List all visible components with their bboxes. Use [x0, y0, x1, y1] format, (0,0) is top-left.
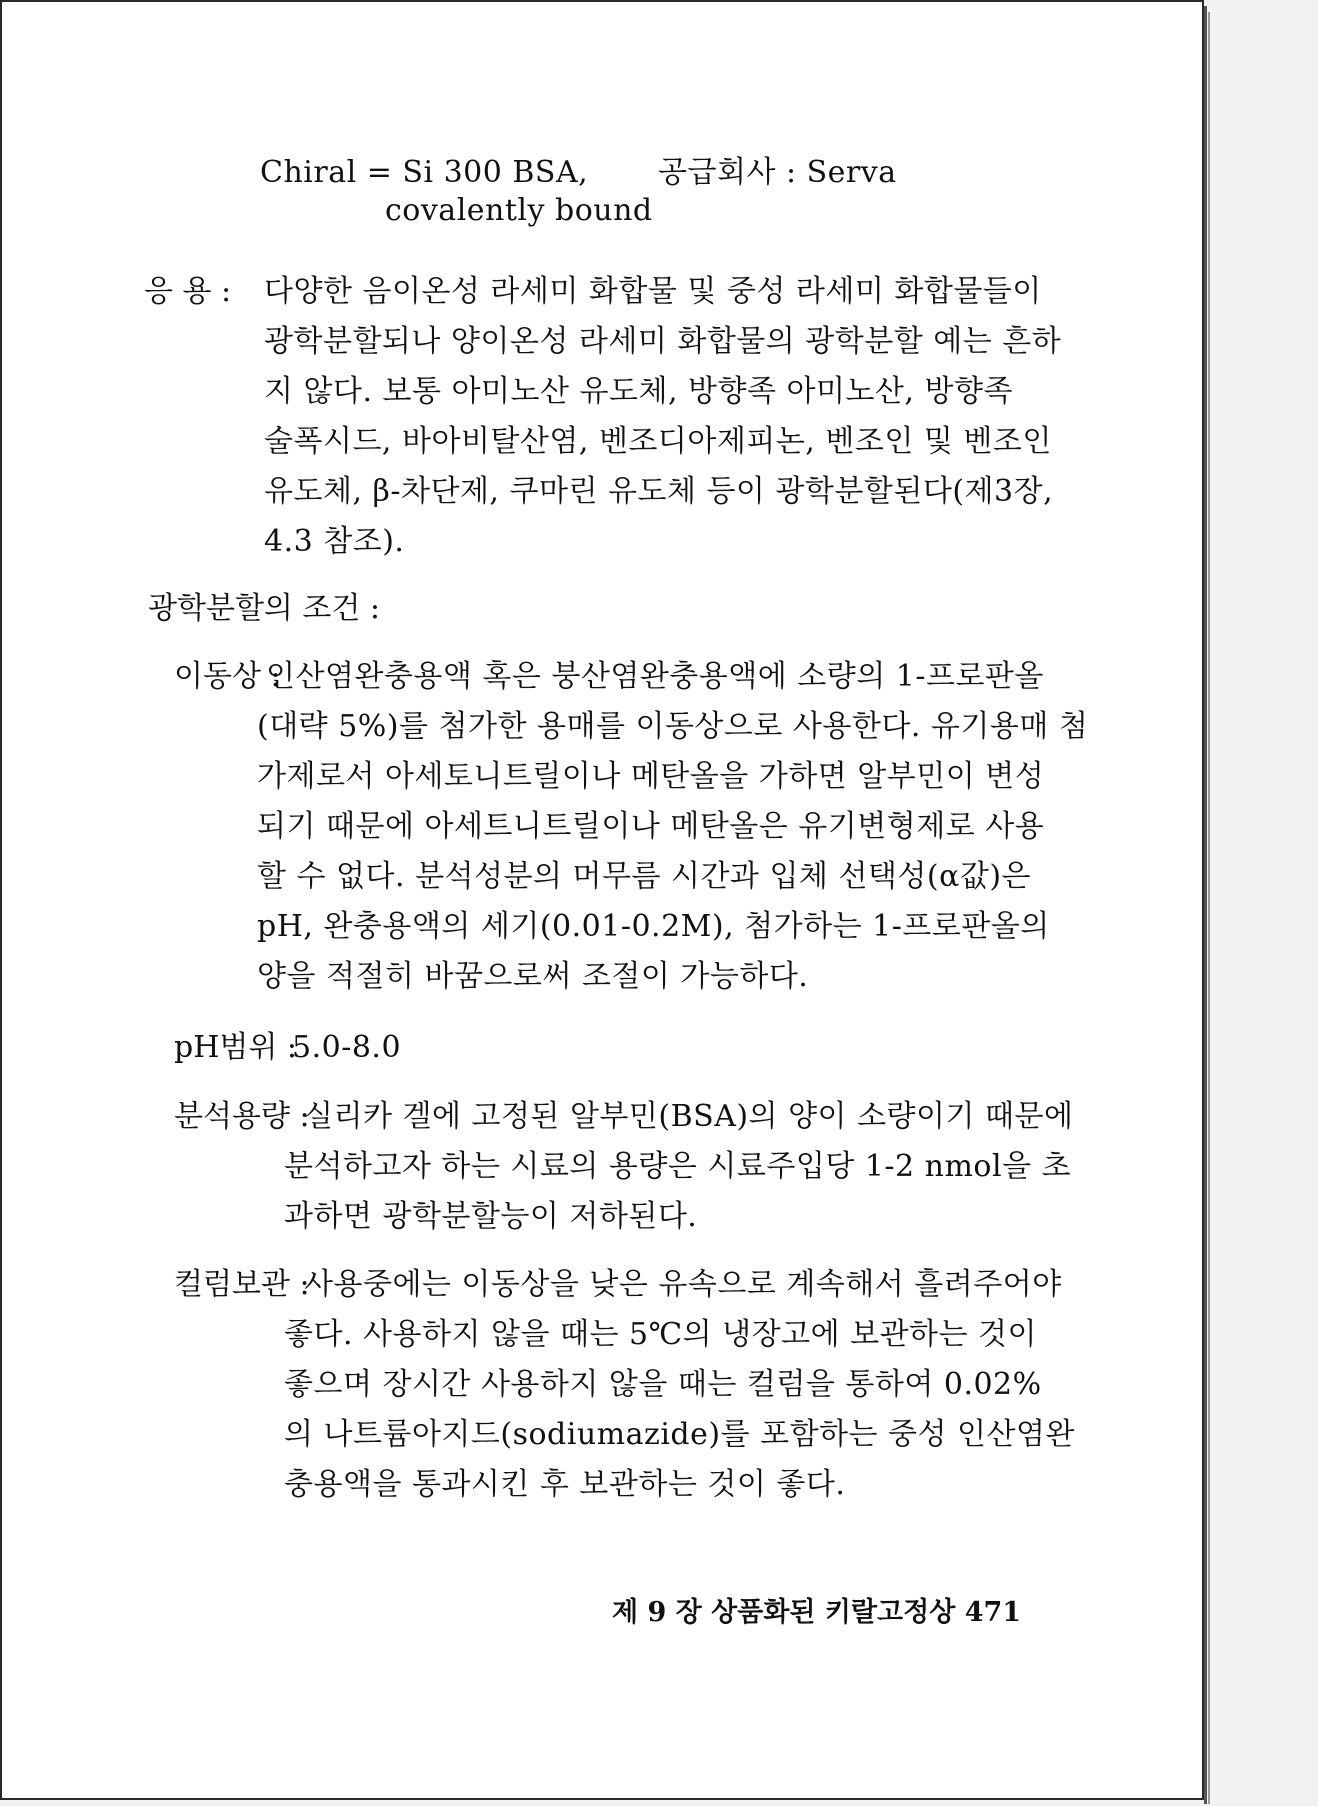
application-label: 응 용 : — [144, 274, 232, 309]
storage-label: 컬럼보관 : — [174, 1267, 310, 1302]
supplier-info: 공급회사 : Serva — [658, 155, 897, 190]
storage-line: 사용중에는 이동상을 낮은 유속으로 계속해서 흘려주어야 — [304, 1267, 1062, 1302]
chiral-phase-binding: covalently bound — [385, 193, 653, 228]
capacity-line: 과하면 광학분할능이 저하된다. — [284, 1199, 698, 1234]
storage-line: 의 나트륨아지드(sodiumazide)를 포함하는 중성 인산염완 — [284, 1417, 1075, 1452]
mobile-phase-line: pH, 완충용액의 세기(0.01-0.2M), 첨가하는 1-프로판올의 — [257, 909, 1050, 944]
conditions-heading: 광학분할의 조건 : — [148, 591, 381, 626]
application-line: 다양한 음이온성 라세미 화합물 및 중성 라세미 화합물들이 — [264, 274, 1042, 309]
capacity-line: 실리카 겔에 고정된 알부민(BSA)의 양이 소량이기 때문에 — [304, 1099, 1074, 1134]
page-edge-shadow — [1208, 12, 1210, 1804]
storage-line: 좋으며 장시간 사용하지 않을 때는 컬럼을 통하여 0.02% — [284, 1367, 1042, 1402]
mobile-phase-line: 양을 적절히 바꿈으로써 조절이 가능하다. — [257, 959, 809, 994]
application-line: 지 않다. 보통 아미노산 유도체, 방향족 아미노산, 방향족 — [264, 374, 1013, 409]
mobile-phase-label: 이동상 : — [174, 659, 281, 694]
storage-line: 충용액을 통과시킨 후 보관하는 것이 좋다. — [284, 1467, 846, 1502]
page-footer: 제 9 장 상품화된 키랄고정상 471 — [612, 1597, 1022, 1628]
application-line: 술폭시드, 바아비탈산염, 벤조디아제피논, 벤조인 및 벤조인 — [264, 424, 1052, 459]
capacity-line: 분석하고자 하는 시료의 용량은 시료주입당 1-2 nmol을 초 — [284, 1149, 1072, 1184]
ph-range-value: 5.0-8.0 — [292, 1030, 402, 1065]
mobile-phase-line: (대략 5%)를 첨가한 용매를 이동상으로 사용한다. 유기용매 첨 — [257, 709, 1089, 744]
application-line: 광학분할되나 양이온성 라세미 화합물의 광학분할 예는 흔하 — [264, 324, 1062, 359]
application-line: 유도체, β-차단제, 쿠마린 유도체 등이 광학분할된다(제3장, — [264, 474, 1054, 509]
mobile-phase-line: 인산염완충용액 혹은 붕산염완충용액에 소량의 1-프로판올 — [266, 659, 1044, 694]
storage-line: 좋다. 사용하지 않을 때는 5℃의 냉장고에 보관하는 것이 — [284, 1317, 1038, 1352]
ph-range-label: pH범위 : — [174, 1030, 297, 1065]
mobile-phase-line: 되기 때문에 아세트니트릴이나 메탄올은 유기변형제로 사용 — [257, 809, 1045, 844]
page-edge-shadow — [1204, 6, 1207, 1804]
mobile-phase-line: 가제로서 아세토니트릴이나 메탄올을 가하면 알부민이 변성 — [257, 759, 1045, 794]
capacity-label: 분석용량 : — [174, 1099, 310, 1134]
mobile-phase-line: 할 수 없다. 분석성분의 머무름 시간과 입체 선택성(α값)은 — [257, 859, 1032, 894]
chiral-phase-name: Chiral = Si 300 BSA, — [260, 155, 589, 190]
application-line: 4.3 참조). — [264, 524, 405, 559]
